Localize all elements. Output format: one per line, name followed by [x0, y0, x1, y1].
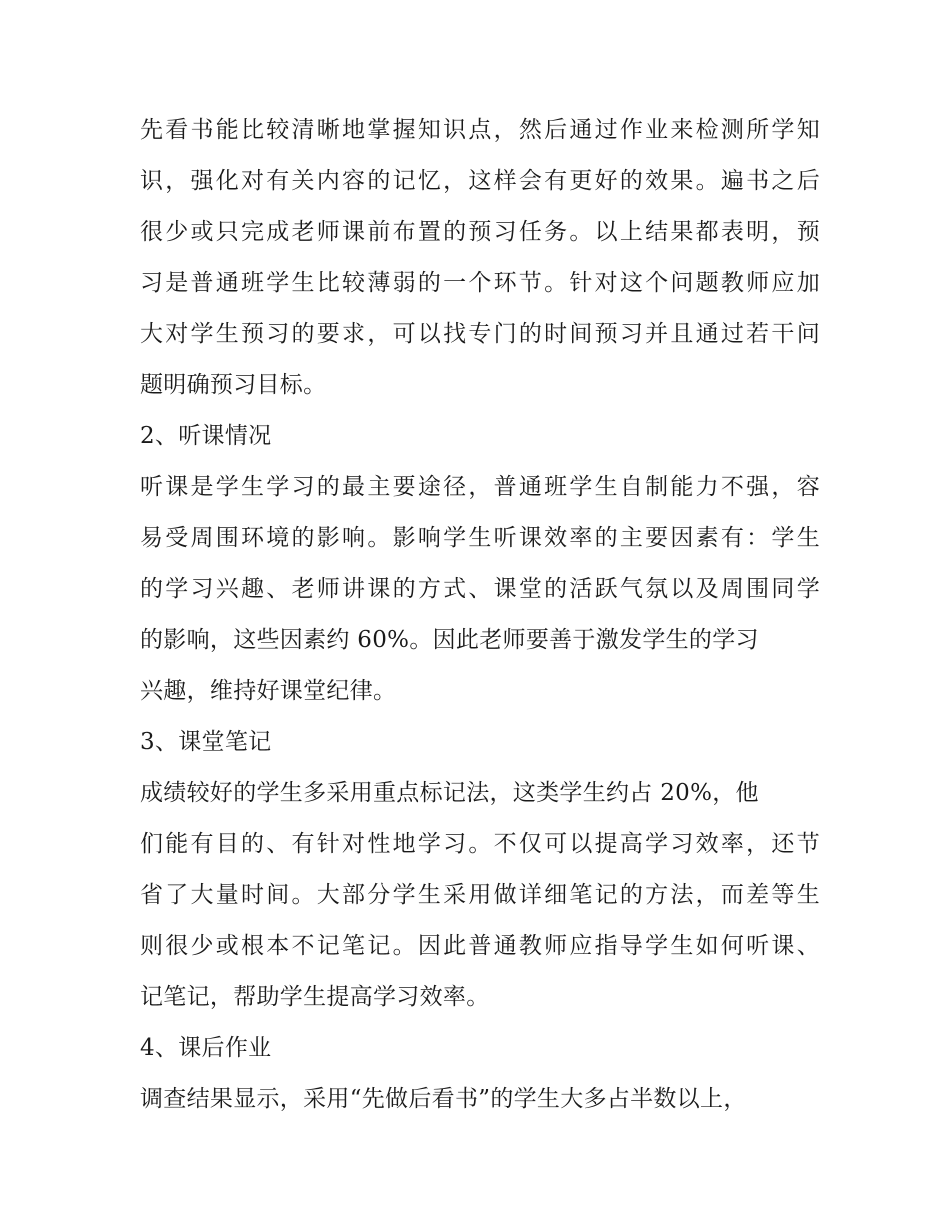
text-line: 记笔记，帮助学生提高学习效率。: [140, 984, 490, 1010]
document-body: [140, 105, 820, 1125]
text-line: 的学习兴趣、老师讲课的方式、课堂的活跃气氛以及周围同学: [140, 576, 820, 602]
text-line: 大对学生预习的要求，可以找专门的时间预习并且通过若干问: [140, 321, 820, 347]
text-line: 兴趣，维持好课堂纪律。: [140, 678, 397, 704]
text-line: 易受周围环境的影响。影响学生听课效率的主要因素有：学生: [140, 525, 820, 551]
text-line: 调查结果显示，采用“先做后看书”的学生大多占半数以上，: [140, 1086, 747, 1112]
text-line: 先看书能比较清晰地掌握知识点，然后通过作业来检测所学知: [140, 117, 820, 143]
text-line: 省了大量时间。大部分学生采用做详细笔记的方法，而差等生: [140, 882, 820, 908]
section-heading-listening: 2、听课情况: [140, 423, 272, 449]
text-line: 识，强化对有关内容的记忆，这样会有更好的效果。遍书之后: [140, 168, 820, 194]
text-line: 则很少或根本不记笔记。因此普通教师应指导学生如何听课、: [140, 933, 820, 959]
text-line: 的影响，这些因素约 60%。因此老师要善于激发学生的学习: [140, 627, 759, 653]
section-heading-notes: 3、课堂笔记: [140, 729, 272, 755]
text-line: 很少或只完成老师课前布置的预习任务。以上结果都表明，预: [140, 219, 820, 245]
text-line: 成绩较好的学生多采用重点标记法，这类学生约占 20%，他: [140, 780, 759, 806]
text-line: 听课是学生学习的最主要途径，普通班学生自制能力不强，容: [140, 474, 820, 500]
section-heading-homework: 4、课后作业: [140, 1035, 272, 1061]
text-line: 题明确预习目标。: [140, 372, 327, 398]
text-line: 们能有目的、有针对性地学习。不仅可以提高学习效率，还节: [140, 831, 820, 857]
text-line: 习是普通班学生比较薄弱的一个环节。针对这个问题教师应加: [140, 270, 820, 296]
